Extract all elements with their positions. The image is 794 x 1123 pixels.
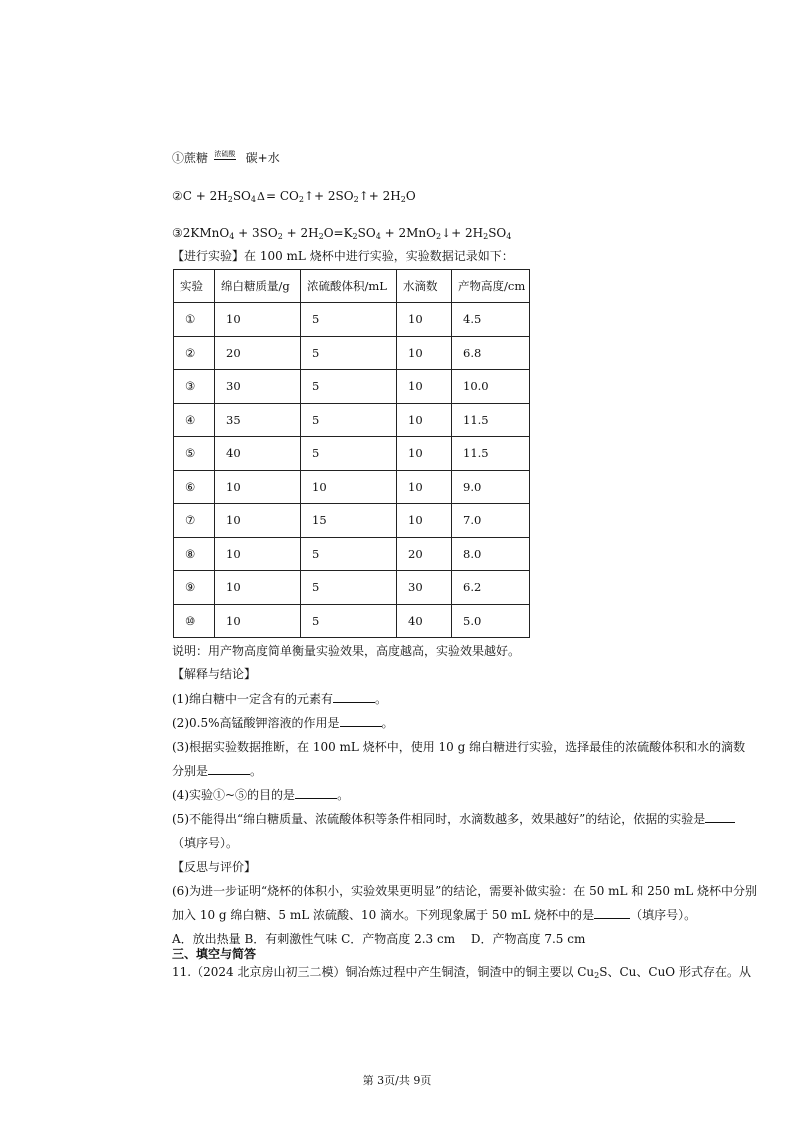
note: 说明：用产物高度简单衡量实验效果，高度越高，实验效果越好。: [172, 644, 521, 658]
table-cell: 5: [301, 604, 397, 638]
table-cell: 10: [215, 571, 301, 605]
question-5-line-2: （填序号）。: [172, 836, 239, 850]
experiment-table: [173, 269, 530, 638]
table-cell: 10: [397, 336, 452, 370]
table-cell: ⑦: [174, 504, 215, 538]
table-cell: 8.0: [452, 537, 530, 571]
question-1-text: (1)绵白糖中一定含有的元素有: [172, 692, 333, 706]
question-2-text: (2)0.5%高锰酸钾溶液的作用是: [172, 716, 340, 730]
table-header-cell: 水滴数: [397, 270, 452, 303]
table-header-cell: 实验: [174, 270, 215, 303]
table-cell: 40: [397, 604, 452, 638]
delta-symbol: Δ: [256, 190, 265, 203]
table-cell: 10: [397, 437, 452, 471]
table-cell: 10: [397, 370, 452, 404]
reaction-1-condition: 浓硫酸: [214, 150, 236, 158]
table-cell: ①: [174, 303, 215, 337]
reaction-3-part: O=K: [323, 226, 353, 240]
answer-blank[interactable]: [333, 691, 375, 703]
table-cell: 20: [397, 537, 452, 571]
table-cell: 10: [397, 470, 452, 504]
table-cell: ⑧: [174, 537, 215, 571]
question-6-text: 加入 10 g 绵白糖、5 mL 浓硫酸、10 滴水。下列现象属于 50 mL 烧杯中的是: [172, 908, 595, 922]
answer-blank[interactable]: [340, 715, 382, 727]
reaction-2-part: ↑+ 2SO: [303, 189, 354, 203]
table-cell: 11.5: [452, 437, 530, 471]
reaction-1-product: 碳+水: [245, 151, 280, 165]
period: 。: [337, 788, 350, 802]
question-5-text: (5)不能得出“绵白糖质量、浓硫酸体积等条件相同时，水滴数越多，效果越好”的结论，依据的实验是: [172, 812, 706, 826]
answer-blank[interactable]: [208, 763, 250, 775]
question-6-options: A．放出热量 B．有刺激性气味 C．产物高度 2.3 cm D．产物高度 7.5 cm: [172, 932, 586, 946]
question-6-line-1: (6)为进一步证明“烧杯的体积小，实验效果更明显”的结论，需要补做实验：在 50 mL 和 250 mL 烧杯中分别: [172, 884, 758, 898]
table-row: [174, 537, 530, 571]
section-3-heading: 三、填空与简答: [172, 947, 257, 961]
table-cell: 6.8: [452, 336, 530, 370]
question-1: [172, 691, 387, 707]
table-cell: 5: [301, 571, 397, 605]
table-header-row: [174, 270, 530, 303]
table-cell: 5: [301, 336, 397, 370]
reaction-3-part: SO: [488, 226, 507, 240]
table-cell: 30: [215, 370, 301, 404]
table-cell: 35: [215, 403, 301, 437]
question-11-text: S、Cu、CuO 形式存在。从: [599, 965, 751, 979]
reaction-2-part: ②C + 2H: [172, 189, 228, 203]
table-cell: ⑨: [174, 571, 215, 605]
table-cell: 5: [301, 437, 397, 471]
question-6-tail: （填序号）。: [630, 908, 697, 922]
reaction-3-part: ③2KMnO: [172, 226, 230, 240]
table-cell: 10: [215, 470, 301, 504]
section-reflection: 【反思与评价】: [172, 860, 257, 874]
table-cell: 20: [215, 336, 301, 370]
answer-blank[interactable]: [295, 787, 337, 799]
question-11-text: 11.（2024 北京房山初三二模）铜冶炼过程中产生铜渣，铜渣中的铜主要以 Cu: [172, 965, 595, 979]
table-cell: 9.0: [452, 470, 530, 504]
table-cell: 10: [215, 604, 301, 638]
table-cell: 4.5: [452, 303, 530, 337]
table-row: [174, 437, 530, 471]
reaction-1-reactant: ①蔗糖: [172, 151, 209, 165]
table-cell: ⑩: [174, 604, 215, 638]
reaction-2: ②C + $2H_2SO_4$ Δ = $CO_2↑+$ $2SO_2↑+ 2H_2O$: [172, 189, 416, 204]
reaction-2-part: O: [405, 189, 416, 203]
reaction-2-part: ↑+ 2H: [358, 189, 401, 203]
table-cell: 15: [301, 504, 397, 538]
table-cell: ⑤: [174, 437, 215, 471]
table-header-cell: 绵白糖质量/g: [215, 270, 301, 303]
question-5-line-1: [172, 811, 735, 827]
period: 。: [250, 764, 263, 778]
table-cell: 11.5: [452, 403, 530, 437]
table-cell: 5: [301, 403, 397, 437]
table-row: [174, 470, 530, 504]
table-cell: 10.0: [452, 370, 530, 404]
table-cell: 30: [397, 571, 452, 605]
answer-blank[interactable]: [594, 907, 630, 919]
table-cell: ⑥: [174, 470, 215, 504]
table-header-cell: 产物高度/cm: [452, 270, 530, 303]
table-cell: 10: [215, 303, 301, 337]
question-3-line-1: (3)根据实验数据推断，在 100 mL 烧杯中，使用 10 g 绵白糖进行实验，选择最佳的浓硫酸体积和水的滴数: [172, 740, 746, 754]
reaction-2-part: = CO: [265, 189, 299, 203]
table-row: [174, 370, 530, 404]
table-cell: 40: [215, 437, 301, 471]
question-2: [172, 715, 394, 731]
table-row: [174, 403, 530, 437]
table-cell: 6.2: [452, 571, 530, 605]
table-cell: 5: [301, 370, 397, 404]
period: 。: [381, 716, 394, 730]
table-row: [174, 504, 530, 538]
table-row: [174, 303, 530, 337]
table-cell: 10: [397, 403, 452, 437]
answer-blank[interactable]: [705, 811, 735, 823]
table-cell: 10: [301, 470, 397, 504]
reaction-3-part: ↓+ 2H: [441, 226, 484, 240]
table-cell: 5: [301, 537, 397, 571]
question-4: [172, 787, 349, 803]
table-cell: 7.0: [452, 504, 530, 538]
page-footer: 第 3页/共 9页: [362, 1074, 432, 1087]
table-row: [174, 604, 530, 638]
table-header-cell: 浓硫酸体积/mL: [301, 270, 397, 303]
question-3-text: 分别是: [172, 764, 209, 778]
table-cell: ②: [174, 336, 215, 370]
table-cell: 10: [215, 537, 301, 571]
question-11: [172, 964, 751, 984]
table-cell: ③: [174, 370, 215, 404]
table-cell: 10: [397, 504, 452, 538]
experiment-intro: 【进行实验】在 100 mL 烧杯中进行实验，实验数据记录如下：: [172, 249, 514, 263]
table-cell: 10: [215, 504, 301, 538]
subscript: 2: [594, 971, 600, 980]
question-4-text: (4)实验①~⑤的目的是: [172, 788, 296, 802]
reaction-3-part: + 2MnO: [380, 226, 436, 240]
table-cell: ④: [174, 403, 215, 437]
reaction-3: ③2KMnO$_4$ + $3SO_2 + 2H_2O=K_2SO_4$ + 2MnO$_2$↓+ $2H_2SO_4$: [172, 226, 512, 241]
reaction-1: [172, 150, 280, 168]
reaction-2-part: SO: [232, 189, 251, 203]
reaction-3-part: SO: [357, 226, 376, 240]
table-row: [174, 571, 530, 605]
reaction-1-arrow: [212, 150, 238, 168]
table-row: [174, 336, 530, 370]
table-cell: 5: [301, 303, 397, 337]
question-3-line-2: [172, 763, 262, 779]
period: 。: [375, 692, 388, 706]
table-cell: 5.0: [452, 604, 530, 638]
section-conclusion: 【解释与结论】: [172, 667, 257, 681]
question-6-line-2: [172, 907, 696, 923]
table-cell: 10: [397, 303, 452, 337]
reaction-3-part: + 2H: [282, 226, 319, 240]
reaction-3-part: + 3SO: [234, 226, 278, 240]
